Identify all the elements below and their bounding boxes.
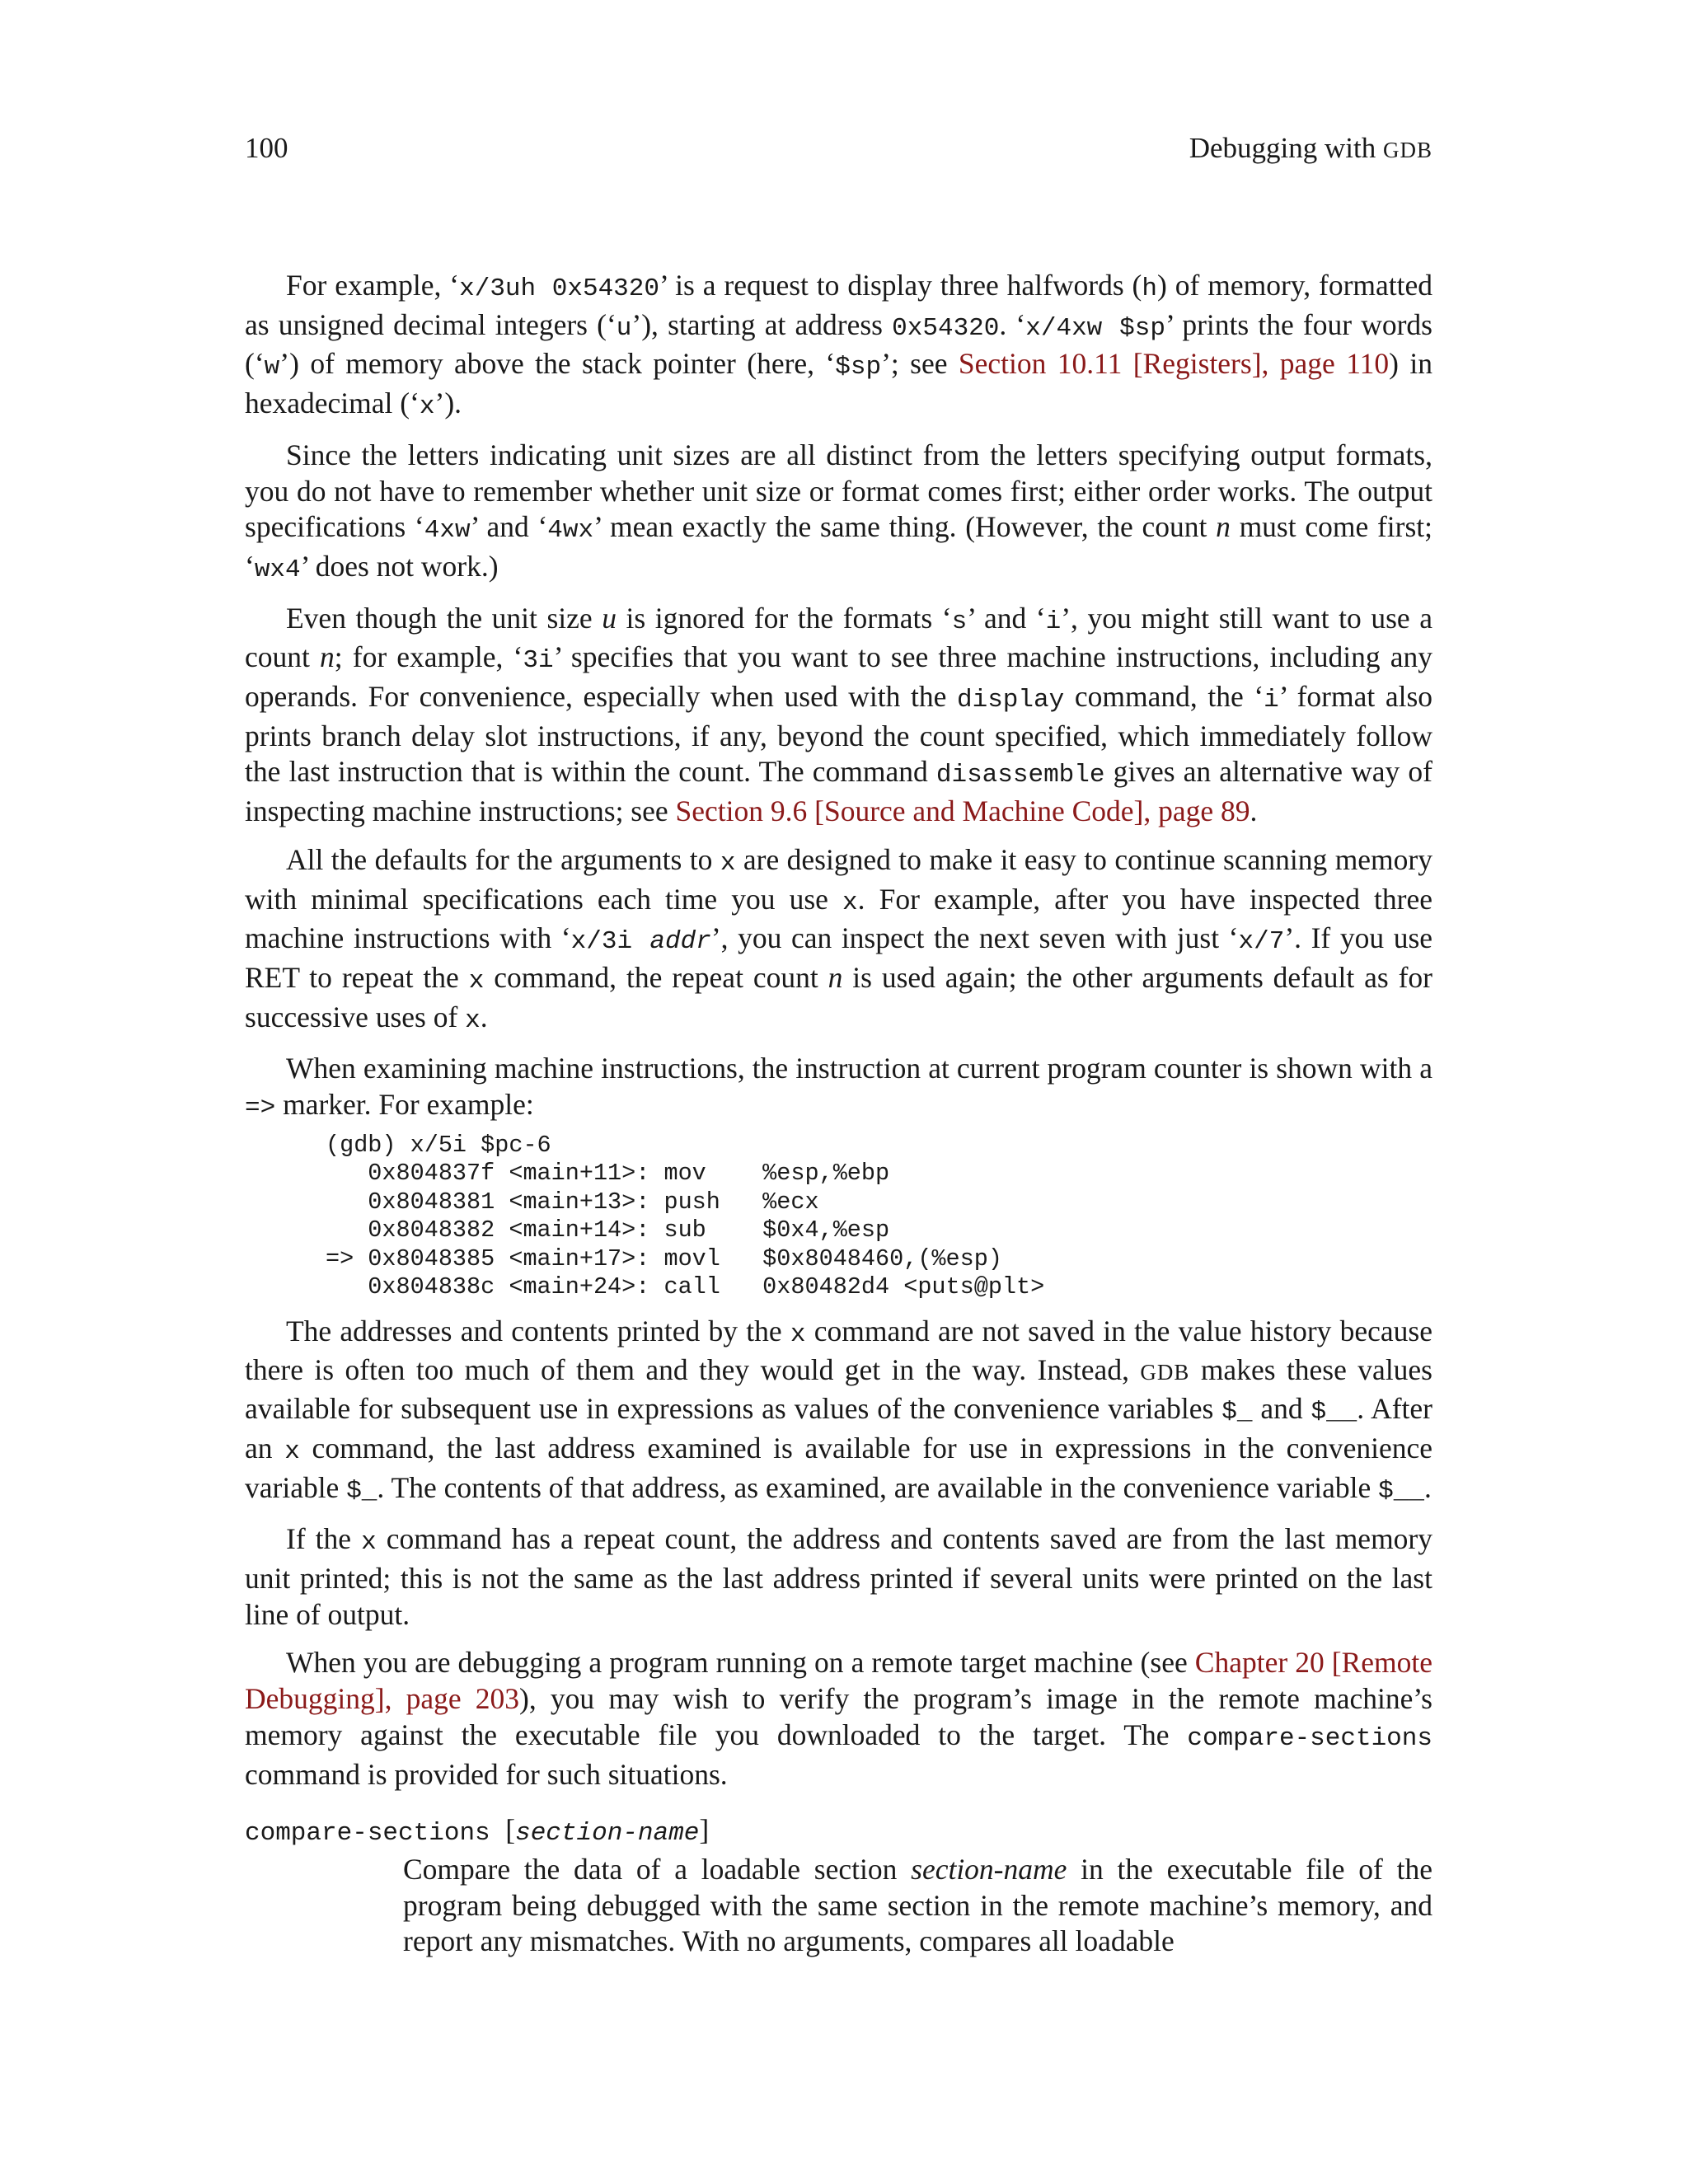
code-line: => 0x8048385 <main+17>: movl $0x8048460,(%esp) [326,1244,1002,1272]
code-line: (gdb) x/5i $pc-6 [326,1131,551,1159]
definition-term: compare-sections [section-name] [245,1813,710,1849]
paragraph-value-history: The addresses and contents printed by the x command are not saved in the value history because there is often too much of them and they would get in the way. Instead, GDB makes these values available for subsequent use in expressions as values of the convenience variables $_ and $__. After an x command, the last address examined is available for use in expressions in the convenience variable $_. The contents of that address, as examined, are available in the convenience variable $__. [245,1314,1433,1506]
definition-body: Compare the data of a loadable section section-name in the executable file of the program being debugged with the same section in the remote machine’s memory, and report any mismatches. With no arguments, compares all loadable [403,1852,1432,1958]
running-header [1189,130,1432,168]
page-number: 100 [245,132,288,164]
code-line: 0x8048382 <main+14>: sub $0x4,%esp [326,1216,890,1244]
paragraph-remote: When you are debugging a program running on a remote target machine (see Chapter 20 [Remote Debugging], page 203), you may wish to verify the program’s image in the remote machine’s memory against the executable file you downloaded to the target. The compare-sections command is provided for such situations. [245,1646,1433,1791]
link-source-machine-code[interactable]: Section 9.6 [Source and Machine Code], page 89 [675,794,1250,828]
code-line: 0x8048381 <main+13>: push %ecx [326,1188,819,1216]
code-example [245,1132,1432,1302]
paragraph-marker: When examining machine instructions, the instruction at current program counter is shown with a => marker. For example: [245,1052,1432,1123]
paragraph-unit-order: Since the letters indicating unit sizes are all distinct from the letters specifying output formats, you do not have to remember whether unit size or format comes first; either order works. The output specifications ‘4xw’ and ‘4wx’ mean exactly the same thing. (However, the count n must come first; ‘wx4’ does not work.) [245,438,1432,584]
paragraph-examine-example: For example, ‘x/3uh 0x54320’ is a request to display three halfwords (h) of memory, formatted as unsigned decimal integers (‘u’), starting at address 0x54320. ‘x/4xw $sp’ prints the four words (‘w’) of memory above the stack pointer (here, ‘$sp’; see Section 10.11 [Registers], page 110) in hexadecimal (‘x’). [245,269,1433,422]
page-body [245,268,1432,1972]
paragraph-instruction-count: Even though the unit size u is ignored for the formats ‘s’ and ‘i’, you might still want to use a count n; for example, ‘3i’ specifies that you want to see three machine instructions, including any operands. For convenience, especially when used with the display command, the ‘i’ format also prints branch delay slot instructions, if any, beyond the count specified, which immediately follow the last instruction that is within the count. The command disassemble gives an alternative way of inspecting machine instructions; see Section 9.6 [Source and Machine Code], page 89. [245,601,1433,828]
running-header-gdb: GDB [1382,138,1432,162]
link-registers[interactable]: Section 10.11 [Registers], page 110 [958,347,1390,381]
code-line: 0x804838c <main+24>: call 0x80482d4 <puts@plt> [326,1273,1045,1301]
paragraph-repeat-count: If the x command has a repeat count, the address and contents saved are from the last memory unit printed; this is not the same as the last address printed if several units were printed on the last line of output. [245,1522,1433,1631]
paragraph-defaults: All the defaults for the arguments to x are designed to make it easy to continue scanning memory with minimal specifications each time you use x. For example, after you have inspected three machine instructions with ‘x/3i addr’, you can inspect the next seven with just ‘x/7’. If you use RET to repeat the x command, the repeat count n is used again; the other arguments default as for successive uses of x. [245,842,1433,1035]
link-remote-debugging[interactable]: Chapter 20 [Remote Debugging], page 203 [245,1646,1432,1716]
running-header-text: Debugging with [1189,132,1376,164]
code-line: 0x804837f <main+11>: mov %esp,%ebp [326,1160,890,1188]
